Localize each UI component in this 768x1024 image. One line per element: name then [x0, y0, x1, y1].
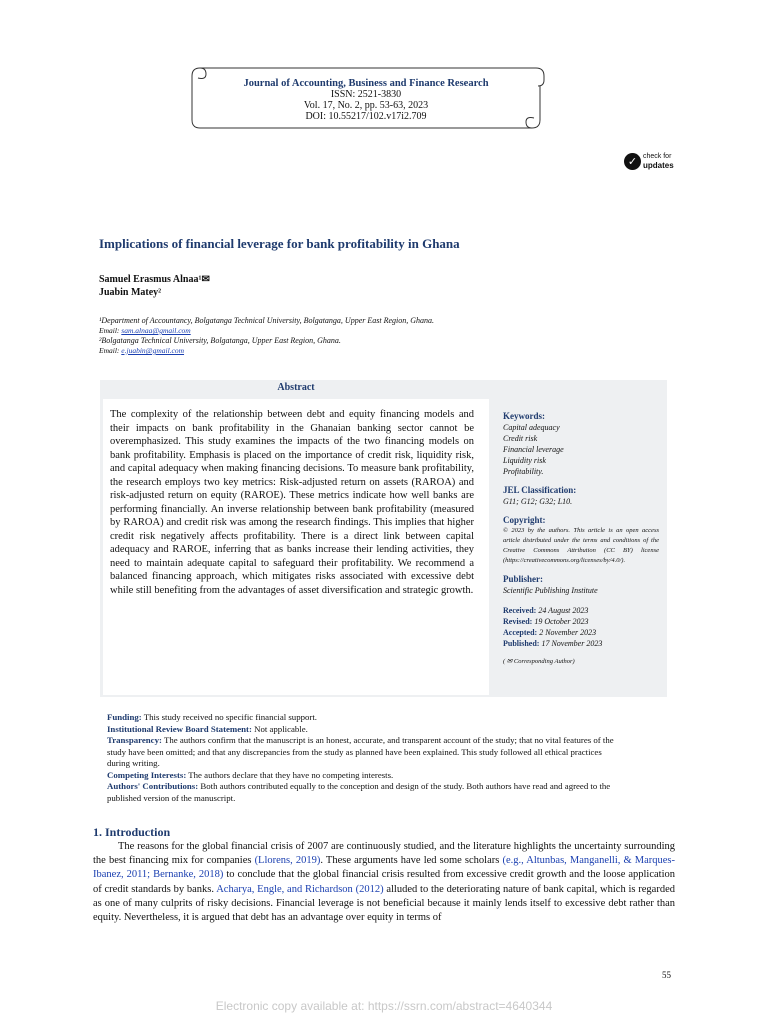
revised-date: 19 October 2023 — [534, 617, 589, 626]
email-1-line — [99, 326, 191, 335]
accepted-row — [503, 627, 659, 638]
check-line1: check for — [643, 153, 672, 160]
accepted-label: Accepted: — [503, 628, 538, 637]
check-for-updates-badge[interactable] — [624, 152, 674, 174]
author-1: Samuel Erasmus Alnaa¹✉ — [99, 274, 210, 285]
journal-banner — [186, 60, 546, 132]
keyword: Capital adequacy — [503, 423, 560, 432]
citation-link[interactable]: (Llorens, 2019) — [254, 855, 321, 867]
volume-info: Vol. 17, No. 2, pp. 53-63, 2023 — [303, 100, 429, 111]
email-1-link[interactable]: sam.alnaa@gmail.com — [121, 326, 191, 335]
page-number: 55 — [662, 970, 671, 980]
email-label: Email: — [99, 346, 122, 355]
competing-statement: Competing Interests: The authors declare that they have no competing interests. — [107, 769, 394, 780]
issn: ISSN: 2521-3830 — [330, 89, 402, 100]
citation-link[interactable]: (e.g., Altunbas, Manganelli, & Marques-Ibanez, 2011; Bernanke, 2018) — [93, 855, 675, 881]
received-label: Received: — [503, 606, 537, 615]
publisher-name: Scientific Publishing Institute — [503, 586, 598, 595]
keyword: Financial leverage — [503, 445, 564, 454]
article-info-sidebar — [503, 411, 659, 667]
check-line2: updates — [643, 161, 674, 170]
keyword: Liquidity risk — [503, 456, 546, 465]
abstract-heading: Abstract — [277, 382, 315, 393]
citation-link[interactable]: Acharya, Engle, and Richardson (2012) — [216, 883, 384, 895]
ssrn-footer: Electronic copy available at: https://ssrn.com/abstract=4640344 — [215, 999, 553, 1013]
affiliation-1: ¹Department of Accountancy, Bolgatanga Technical University, Bolgatanga, Upper East Region, Ghana. — [99, 316, 435, 325]
paper-title: Implications of financial leverage for bank profitability in Ghana — [99, 236, 460, 251]
introduction-heading: 1. Introduction — [93, 825, 171, 839]
email-2-link[interactable]: e.juabin@gmail.com — [121, 346, 185, 355]
funding-statement: Funding: This study received no specific financial support. — [107, 712, 317, 722]
jel-label: JEL Classification: — [503, 485, 577, 495]
published-date: 17 November 2023 — [541, 639, 603, 648]
author-2: Juabin Matey² — [99, 287, 162, 298]
received-row — [503, 605, 659, 616]
transparency-statement: Transparency: The authors confirm that the manuscript is an honest, accurate, and transparent account of the study; that no vital features of the study have been omitted; and that any discrepancies from the study as planned have been explained. This study followed all ethical practices during writing. — [107, 735, 614, 768]
journal-name: Journal of Accounting, Business and Finance Research — [243, 78, 489, 89]
irb-statement: Institutional Review Board Statement: Not applicable. — [107, 723, 308, 734]
introduction-paragraph: The reasons for the global financial crisis of 2007 are continuously studied, and the literature highlights the uncertainty surrounding the best financing mix for companies (Llorens, 2019). These arguments have led some scholars (e.g., Altunbas, Manganelli, & Marques-Ibanez, 2011; Bernanke, 2018) to conclude that the global financial crisis resulted from excessive credit growth and the loose application of credit standards by banks. Acharya, Engle, and Richardson (2012) alluded to the deteriorating nature of bank capital, which is regarded as one of many culprits of risky decisions. Financial leverage is not beneficial because it mainly lends itself to excessive debt rather than equity. Nevertheless, it is argued that debt has an advantage over equity in terms of — [93, 841, 675, 924]
jel-codes: G11; G12; G32; L10. — [503, 497, 573, 506]
accepted-date: 2 November 2023 — [539, 628, 597, 637]
published-label: Published: — [503, 639, 540, 648]
copyright-label: Copyright: — [503, 515, 546, 525]
publisher-label: Publisher: — [503, 574, 544, 584]
copyright-text: © 2023 by the authors. This article is an open access article distributed under the terms and conditions of the Creative Commons Attribution (CC BY) license (https://creativecommons.org/licenses/by/4.0/). — [503, 527, 659, 564]
doi: DOI: 10.55217/102.v17i2.709 — [305, 111, 427, 122]
published-row — [503, 638, 659, 649]
corresponding-note: ( ✉ Corresponding Author) — [503, 658, 575, 665]
statements-block — [107, 712, 623, 804]
affiliation-2: ²Bolgatanga Technical University, Bolgatanga, Upper East Region, Ghana. — [99, 336, 341, 345]
email-2-line — [99, 346, 184, 355]
revised-row — [503, 616, 659, 627]
revised-label: Revised: — [503, 617, 533, 626]
keywords-label: Keywords: — [503, 411, 545, 421]
keyword: Credit risk — [503, 434, 538, 443]
abstract-text: The complexity of the relationship between debt and equity financing models and their impacts on bank profitability in the Ghanaian banking sector cannot be overemphasized. This study examines the impacts of the two financing models on bank profitability. Emphasis is placed on the importance of credit risk, liquidity risk, and capital adequacy when making financing decisions. To measure bank profitability, the research employs two key metrics: Risk-adjusted return on assets (RAROA) and risk-adjusted return on equity (RAROE). These metrics indicate how well banks are performing financially. An inverse relationship between bank profitability (measured by RAROA) and credit risk was among the research findings. This implies that higher credit risk negatively affects profitability. There is a direct link between capital adequacy and RAROE, inferring that as banks increase their lending activities, they need to maintain adequate capital to safeguard their profitability. We recommend a balanced financing approach, which mitigates risks associated with excessive debt while still benefiting from the advantages of asset diversification and strategic growth. — [110, 409, 474, 596]
contributions-statement: Authors' Contributions: Both authors contributed equally to the conception and design of the study. Both authors have read and agreed to the published version of the manuscript. — [107, 781, 611, 803]
received-date: 24 August 2023 — [538, 606, 589, 615]
checkmark-icon: ✓ — [624, 153, 641, 170]
keyword: Profitability. — [503, 467, 544, 476]
email-label: Email: — [99, 326, 122, 335]
